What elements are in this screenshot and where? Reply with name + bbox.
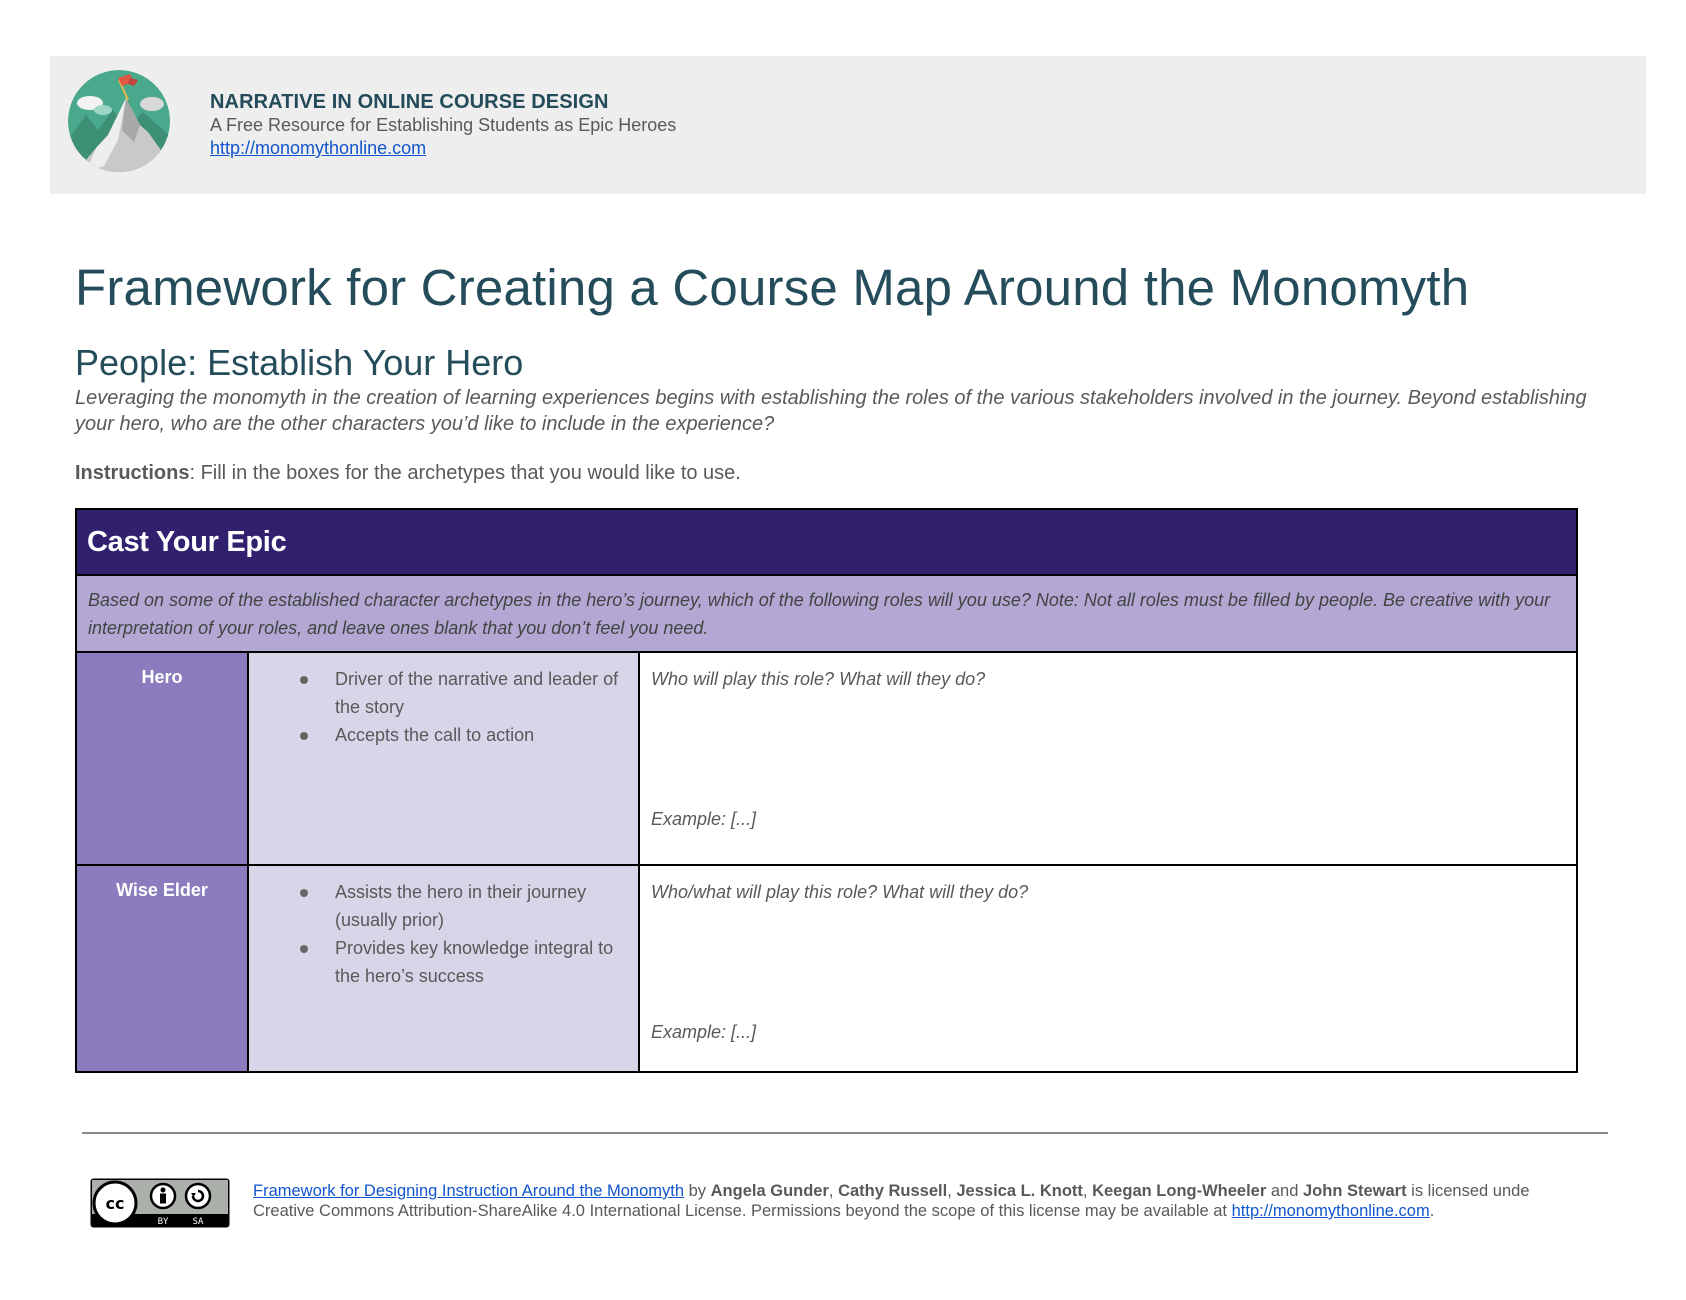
banner-site-link[interactable]: http://monomythonline.com [210, 138, 427, 158]
svg-text:BY: BY [157, 1217, 169, 1227]
role-example: Example: [...] [651, 809, 757, 829]
author: Cathy Russell [838, 1182, 948, 1200]
license-text: Framework for Designing Instruction Around the Monomyth by Angela Gunder, Cathy Russell, Jessica L. Knott, Keegan Long-Wheeler and John Stewart is licensed unde Creative Commons Attribution-ShareAlike 4.0 International License. Permissions beyond the scope of this license may be available at http://monomythonline.com. [253, 1182, 1530, 1220]
table-row-hero [77, 653, 1576, 864]
role-bullet: Accepts the call to action [297, 721, 642, 749]
role-prompt: Who/what will play this role? What will they do? [651, 882, 1029, 902]
section-title: People: Establish Your Hero [75, 342, 524, 383]
table-description: Based on some of the established character archetypes in the hero’s journey, which of the following roles will you use? Note: Not all roles must be filled by people. Be creative with your interpretation of your roles, and leave ones blank that you don’t feel you need. [77, 576, 1576, 653]
role-example: Example: [...] [651, 1022, 757, 1042]
page-title: Framework for Creating a Course Map Around the Monomyth [75, 259, 1470, 316]
instructions-label: Instructions [75, 462, 190, 484]
table-title: Cast Your Epic [87, 525, 287, 558]
svg-text:SA: SA [192, 1217, 204, 1227]
footer-divider [82, 1132, 1608, 1134]
role-description [249, 653, 640, 864]
banner-subtitle: A Free Resource for Establishing Students as Epic Heroes [210, 115, 677, 135]
role-prompt: Who will play this role? What will they do? [651, 669, 986, 689]
author: Jessica L. Knott [956, 1182, 1083, 1200]
license-line: Creative Commons Attribution-ShareAlike 4.0 International License. Permissions beyond the scope of this license may be available at [253, 1202, 1232, 1220]
cast-your-epic-table [75, 508, 1578, 1073]
svg-text:cc: cc [105, 1194, 125, 1213]
banner-title: NARRATIVE IN ONLINE COURSE DESIGN [210, 91, 609, 113]
site-link[interactable]: http://monomythonline.com [1231, 1202, 1430, 1220]
role-response-field[interactable] [640, 653, 1576, 864]
instructions [75, 462, 741, 485]
role-response-field[interactable] [640, 866, 1576, 1071]
role-description [249, 866, 640, 1071]
cc-by-sa-badge-icon[interactable] [90, 1178, 230, 1228]
author: Keegan Long-Wheeler [1092, 1182, 1267, 1200]
mountain-flag-logo-icon [68, 70, 170, 172]
work-title-link[interactable]: Framework for Designing Instruction Around the Monomyth [253, 1182, 685, 1200]
intro-text: Leveraging the monomyth in the creation of learning experiences begins with establishing the roles of the various stakeholders involved in the journey. Beyond establishing your hero, who are the other characters you’d like to include in the experience? [75, 387, 1587, 435]
header-banner [50, 56, 1646, 194]
author: John Stewart [1302, 1182, 1407, 1200]
table-header [77, 510, 1576, 576]
instructions-text: : Fill in the boxes for the archetypes that you would like to use. [189, 462, 741, 484]
role-bullet: Assists the hero in their journey (usually prior) [297, 878, 642, 934]
table-row-wise-elder [77, 864, 1576, 1071]
role-name: Wise Elder [77, 866, 249, 1071]
role-name: Hero [77, 653, 249, 864]
author: Angela Gunder [710, 1182, 829, 1200]
role-bullet: Driver of the narrative and leader of the story [297, 665, 642, 721]
role-bullet: Provides key knowledge integral to the hero’s success [297, 934, 642, 990]
